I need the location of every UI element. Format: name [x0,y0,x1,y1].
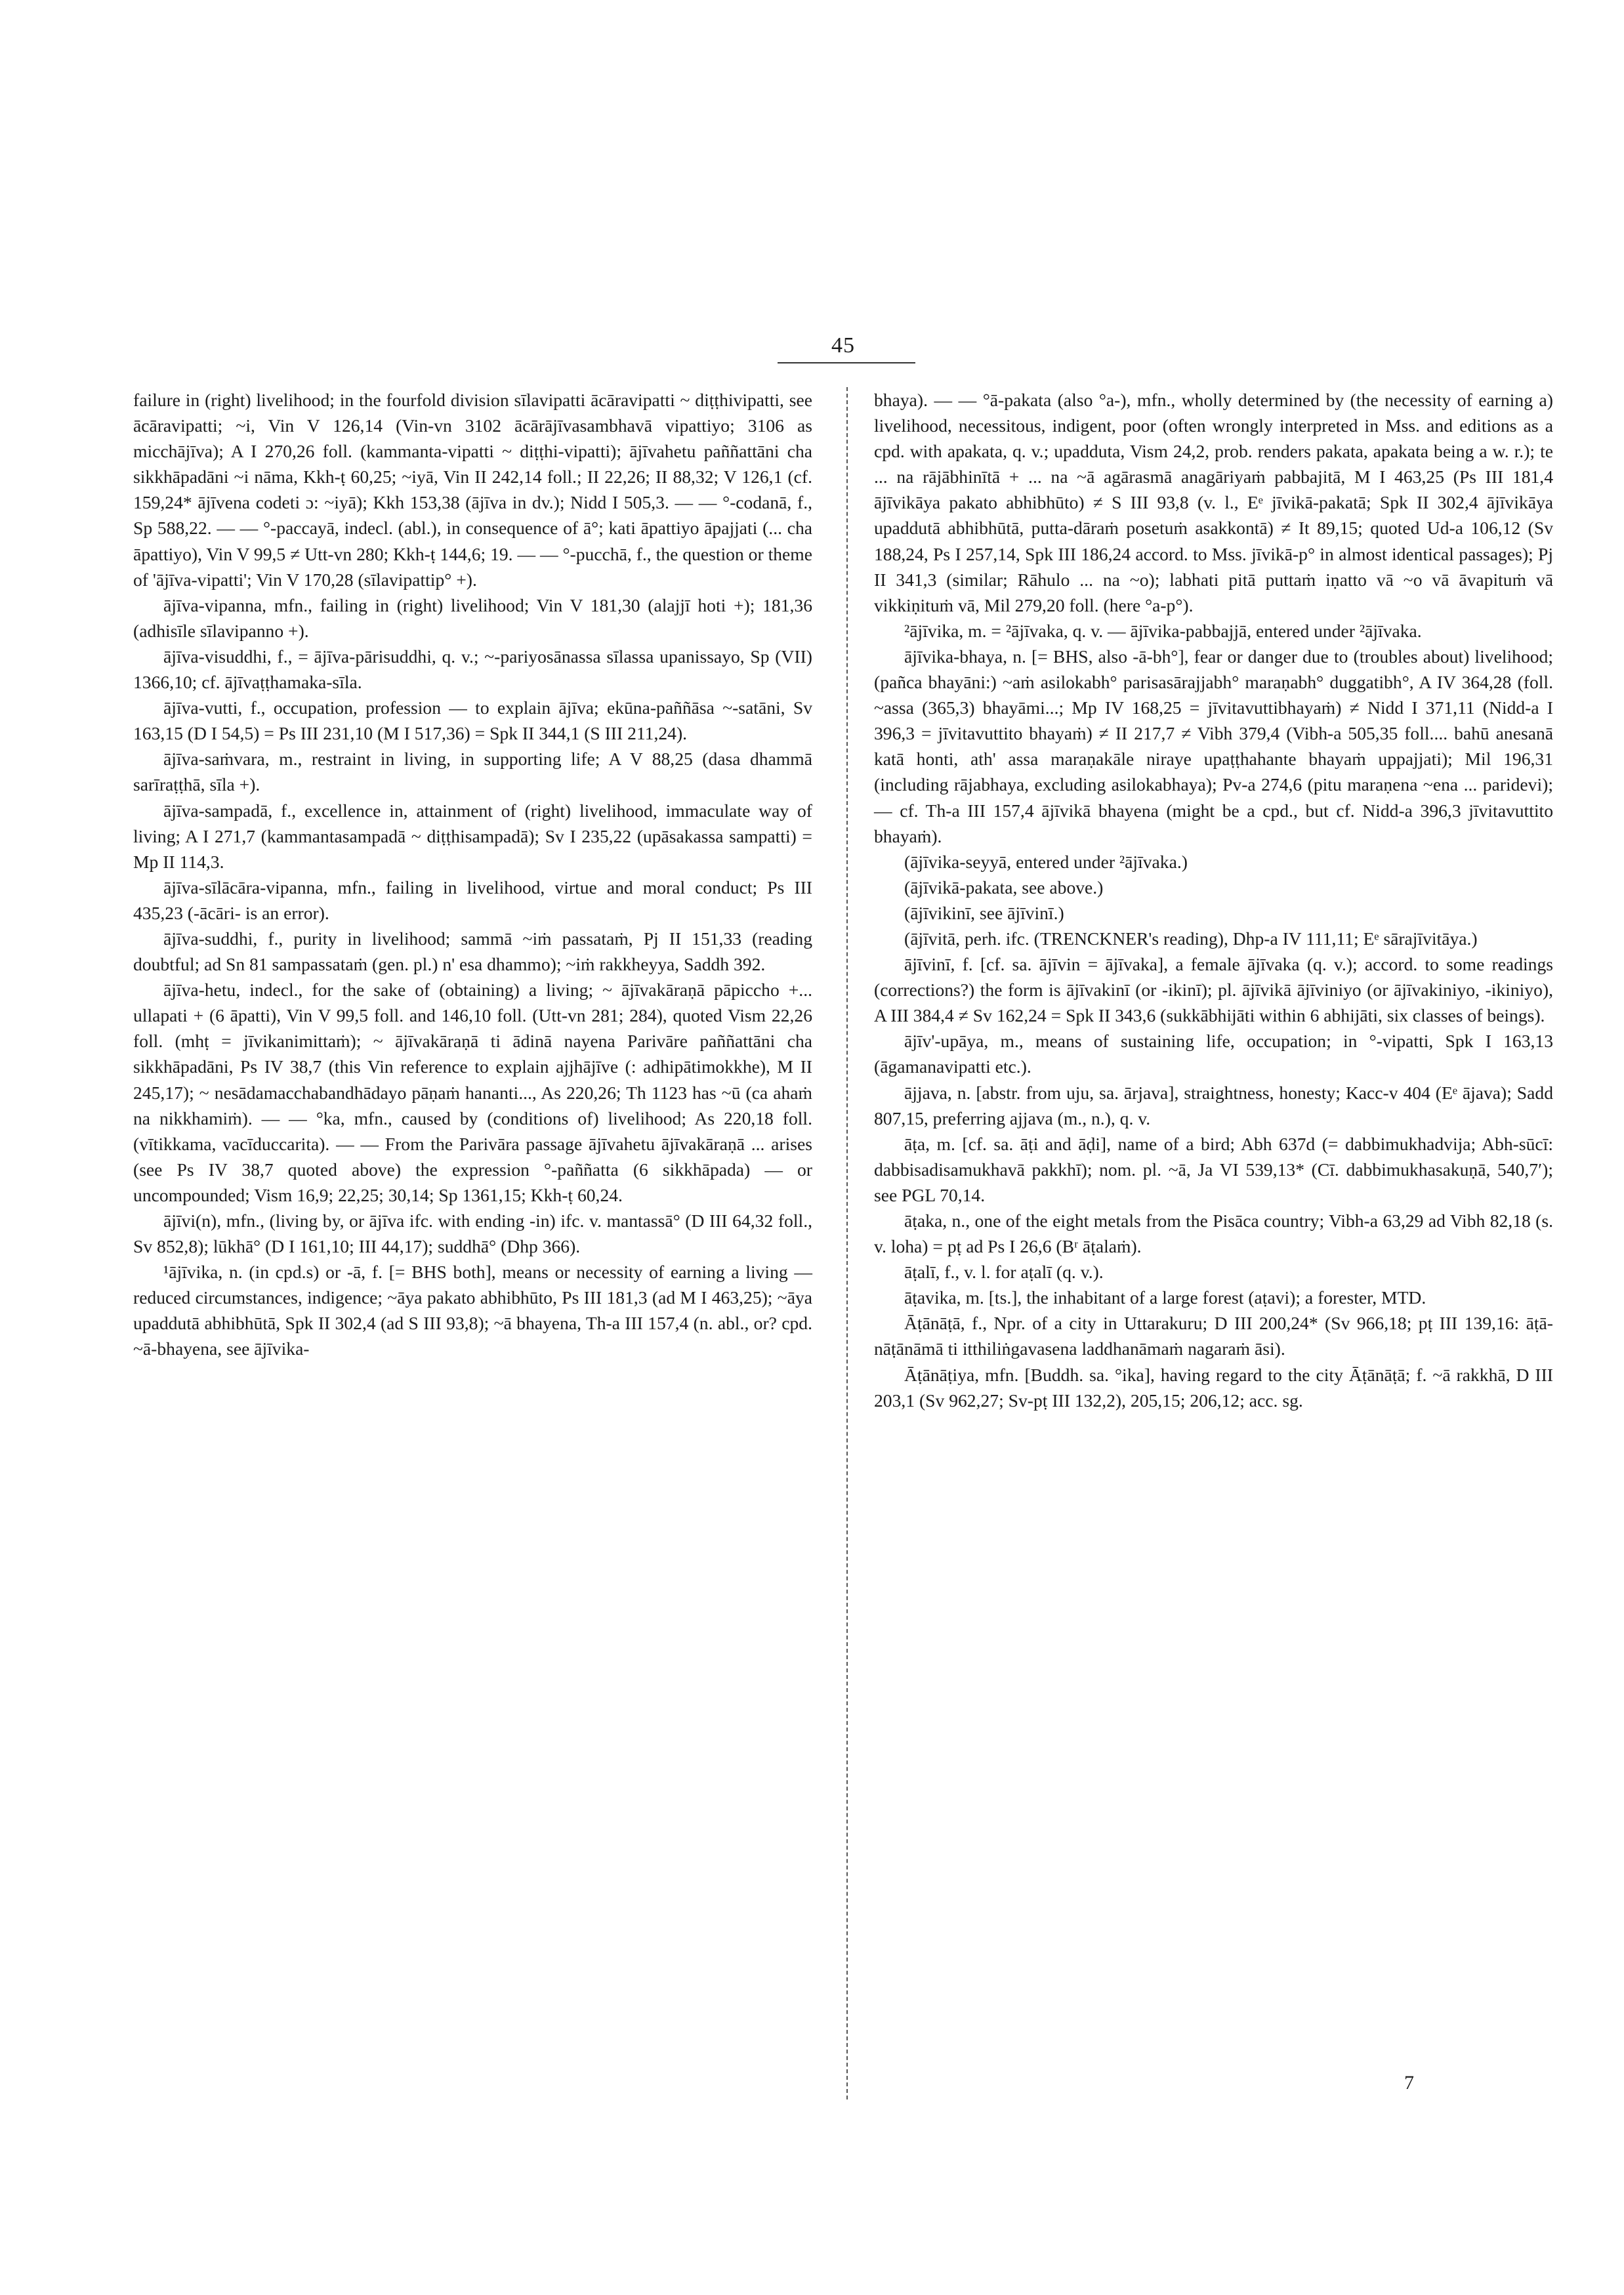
entry-ajiva-silacara-vipanna: ājīva-sīlācāra-vipanna, mfn., failing in livelihood, virtue and moral conduct; Ps III 435,23 (-ācāri- is an error). [133,877,812,923]
entry-ajiva-suddhi: ājīva-suddhi, f., purity in livelihood; sammā ~iṁ passataṁ, Pj II 151,33 (reading doubtful; ad Sn 81 sampassataṁ (gen. pl.) n' esa dhammo); ~iṁ rakkheyya, Saddh 392. [133,928,812,975]
entry-ajiva-sampada: ājīva-sampadā, f., excellence in, attainment of (right) livelihood, immaculate way of living; A I 271,7 (kammantasampadā ~ diṭṭhisampadā); Sv I 235,22 (upāsakassa sampatti) = Mp II 114,3. [133,800,812,872]
entry-atali: āṭalī, f., v. l. for aṭalī (q. v.). [904,1262,1104,1283]
entry-ajiva-samvara: ājīva-saṁvara, m., restraint in living, in supporting life; A V 88,25 (dasa dhammā sarīraṭṭhā, sīla +). [133,749,812,795]
page-number: 45 [831,333,855,358]
entry-ajivika-bhaya: ājīvika-bhaya, n. [= BHS, also -ā-bh°], fear or danger due to (troubles about) livelihood; (pañca bhayāni:) ~aṁ asilokabh° parisasārajjabh° maraṇabh° duggatibh°, A IV 364,28 (foll. ~assa (365,3) bhayāmi...; Mp IV 168,25 = jīvitavuttibhayaṁ) ≠ Nidd I 371,11 (Nidd-a I 396,3 = jīvitavuttito bhayaṁ) ≠ II 217,7 ≠ Vibh 379,4 (Vibh-a 505,35 foll.... bahū anesanā katā honti, ath' assa maraṇakāle niraye upaṭṭhahante bhayaṁ uppajjati); Mil 196,31 (including rājabhaya, excluding asilokabhaya); Pv-a 274,6 (pitu maraṇena ~ena ... paridevi); — cf. Th-a III 157,4 ājīvikā bhayena (might be a cpd., but cf. Nidd-a 396,3 jīvitavuttito bhayaṁ). [874,646,1553,846]
entry-ajiva-vipanna: ājīva-vipanna, mfn., failing in (right) livelihood; Vin V 181,30 (alajjī hoti +); 181,36 (adhisīle sīlavipanno +). [133,594,812,641]
entry-ajiva-vutti: ājīva-vutti, f., occupation, profession — to explain ājīva; ekūna-paññāsa ~-satāni, Sv 163,15 (D I 54,5) = Ps III 231,10 (M I 517,36) = Spk II 344,1 (S III 211,24). [133,697,812,744]
entry-ajivika-pakata: (ājīvikā-pakata, see above.) [904,877,1104,898]
column-divider [846,387,848,2099]
entry-ataka: āṭaka, n., one of the eight metals from the Pisāca country; Vibh-a 63,29 ad Vibh 82,18 (s. v. loha) = pṭ ad Ps I 26,6 (Bʳ āṭalaṁ). [874,1210,1553,1257]
entry-ajiv-upaya: ājīv'-upāya, m., means of sustaining life, occupation; in °-vipatti, Spk I 163,13 (āgamanavipatti etc.). [874,1031,1553,1077]
entry-continuation: failure in (right) livelihood; in the fourfold division sīlavipatti ācāravipatti ~ diṭṭhivipatti, see ācāravipatti; ~i, Vin V 126,14 (Vin-vn 3102 ācārājīvasambhavā vipattiyo; 3106 as micchājīva); A I 270,26 foll. (kammanta-vipatti ~ diṭṭhi-vipatti); ājīvahetu paññattāni cha sikkhāpadāni ~i nāma, Kkh-ṭ 60,25; ~iyā, Vin II 242,14 foll.; II 22,26; II 88,32; V 126,1 (cf. 159,24* ājīvena codeti ɔ: ~iyā); Kkh 153,38 (ājīva in dv.); Nidd I 505,3. — — °-codanā, f., Sp 588,22. — — °-paccayā, indecl. (abl.), in consequence of ā°; kati āpattiyo āpajjati (... cha āpattiyo), Vin V 99,5 ≠ Utt-vn 280; Kkh-ṭ 144,6; 19. — — °-pucchā, f., the question or theme of 'ājīva-vipatti'; Vin V 170,28 (sīlavipattip° +). [133,390,812,590]
entry-ajjava: ājjava, n. [abstr. from uju, sa. ārjava], straightness, honesty; Kacc-v 404 (Eᵉ ājava); Sadd 807,15, preferring ajjava (m., n.), q. v. [874,1082,1553,1128]
left-column [133,387,812,1362]
entry-ajiva-hetu: ājīva-hetu, indecl., for the sake of (obtaining) a living; ~ ājīvakāraṇā pāpiccho +... ullapati + (6 āpatti), Vin V 99,5 foll. and 146,10 foll. (Utt-vn 281; 284), quoted Vism 22,26 foll. (mhṭ = jīvikanimittaṁ); ~ ājīvakāraṇā ti ādinā nayena Parivāre paññattāni cha sikkhāpadāni, Ps IV 38,7 (this Vin reference to explain ajjhājīve (: adhipātimokkhe), M II 245,17); ~ nesādamacchabandhādayo pāṇaṁ hananti..., As 220,26; Th 1123 has ~ū (ca ahaṁ na nikkhamiṁ). — — °ka, mfn., caused by (conditions of) livelihood; As 220,18 foll. (vītikkama, vacīduccarita). — — From the Parivāra passage ājīvahetu ājīvakāraṇā ... arises (see Ps IV 38,7 quoted above) the expression °-paññatta (6 sikkhāpada) — or uncompounded; Vism 16,9; 22,25; 30,14; Sp 1361,15; Kkh-ṭ 60,24. [133,980,812,1205]
entry-atanata: Āṭānāṭā, f., Npr. of a city in Uttarakuru; D III 200,24* (Sv 966,18; pṭ III 139,16: āṭā-nāṭānāmā ti itthiliṅgavasena laddhanāmaṁ nagaraṁ āsi). [874,1313,1553,1359]
entry-ata: āṭa, m. [cf. sa. āṭi and āḍi], name of a bird; Abh 637d (= dabbimukhadvija; Abh-sūcī: dabbisadisamukhavā pakkhī); nom. pl. ~ā, Ja VI 539,13* (Cī. dabbimukhasakuṇā, 540,7′); see PGL 70,14. [874,1133,1553,1205]
entry-ajivika-seyya: (ājīvika-seyyā, entered under ²ājīvaka.) [904,851,1188,872]
entry-ajivika-1: ¹ājīvika, n. (in cpd.s) or -ā, f. [= BHS both], means or necessity of earning a living — reduced circumstances, indigence; ~āya pakato abhibhūto, Ps III 181,3 (ad M I 463,25); ~āya upaddutā abhibhūtā, Spk II 302,4 (ad S III 93,8); ~ā bhayena, Th-a III 157,4 (n. abl., or? cpd. ~ā-bhayena, see ājīvika- [133,1262,812,1359]
right-column [874,387,1553,1413]
page-number-rule [778,362,915,363]
entry-ajivikini: (ājīvikinī, see ājīvinī.) [904,902,1064,923]
entry-ajivita: (ājīvitā, perh. ifc. (TRENCKNER's reading), Dhp-a IV 111,11; Eᵉ sārajīvitāya.) [904,928,1478,949]
sheet-signature: 7 [1404,2072,1414,2094]
entry-ajivini: ājīvinī, f. [cf. sa. ājīvin = ājīvaka], a female ājīvaka (q. v.); accord. to some readings (corrections?) the form is ājīvakinī (or -ikinī); pl. ājīvikā ājīviniyo (or ājīvakiniyo, -ikiniyo), A III 384,4 ≠ Sv 162,24 = Spk II 343,6 (sukkābhijāti within 6 abhijāti, six classes of beings). [874,954,1553,1026]
entry-ajivin: ājīvi(n), mfn., (living by, or ājīva ifc. with ending -in) ifc. v. mantassā° (D III 64,32 foll., Sv 852,8); lūkhā° (D I 161,10; III 44,17); suddhā° (Dhp 366). [133,1210,812,1257]
entry-continuation-right: bhaya). — — °ā-pakata (also °a-), mfn., wholly determined by (the necessity of earning a) livelihood, necessitous, indigent, poor (often wrongly interpreted in Mss. and editions as a cpd. with apakata, q. v.; upadduta, Vism 24,2, prob. renders pakata, apakata being a w. r.); te ... na rājābhinītā + ... na ~ā agārasmā anagāriyaṁ pabbajitā, M I 463,25 (Ps III 181,4 ājīvikāya pakato abhibhūto) ≠ S III 93,8 (v. l., Eᵉ jīvikā-pakatā; Spk II 302,4 ājīvikāya upaddutā abhibhūtā, putta-dāraṁ posetuṁ asakkontā) ≠ It 89,15; quoted Ud-a 106,12 (Sv 188,24, Ps I 257,14, Spk III 186,24 accord. to Mss. jīvikā-p° in almost identical passages); Pj II 341,3 (similar; Rāhulo ... na ~o); labhati pitā puttaṁ iṇatto vā ~o vā āvapituṁ vā vikkiṇituṁ vā, Mil 279,20 foll. (here °a-p°). [874,390,1553,615]
entry-atavika: āṭavika, m. [ts.], the inhabitant of a large forest (aṭavi); a forester, MTD. [904,1287,1426,1308]
entry-atanatiya: Āṭānāṭiya, mfn. [Buddh. sa. °ika], having regard to the city Āṭānāṭā; f. ~ā rakkhā, D III 203,1 (Sv 962,27; Sv-pṭ III 132,2), 205,15; 206,12; acc. sg. [874,1364,1553,1411]
entry-ajivika-2: ²ājīvika, m. = ²ājīvaka, q. v. — ājīvika-pabbajjā, entered under ²ājīvaka. [904,620,1422,641]
entry-ajiva-visuddhi: ājīva-visuddhi, f., = ājīva-pārisuddhi, q. v.; ~-pariyosānassa sīlassa upanissayo, Sp (VII) 1366,10; cf. ājīvaṭṭhamaka-sīla. [133,646,812,693]
